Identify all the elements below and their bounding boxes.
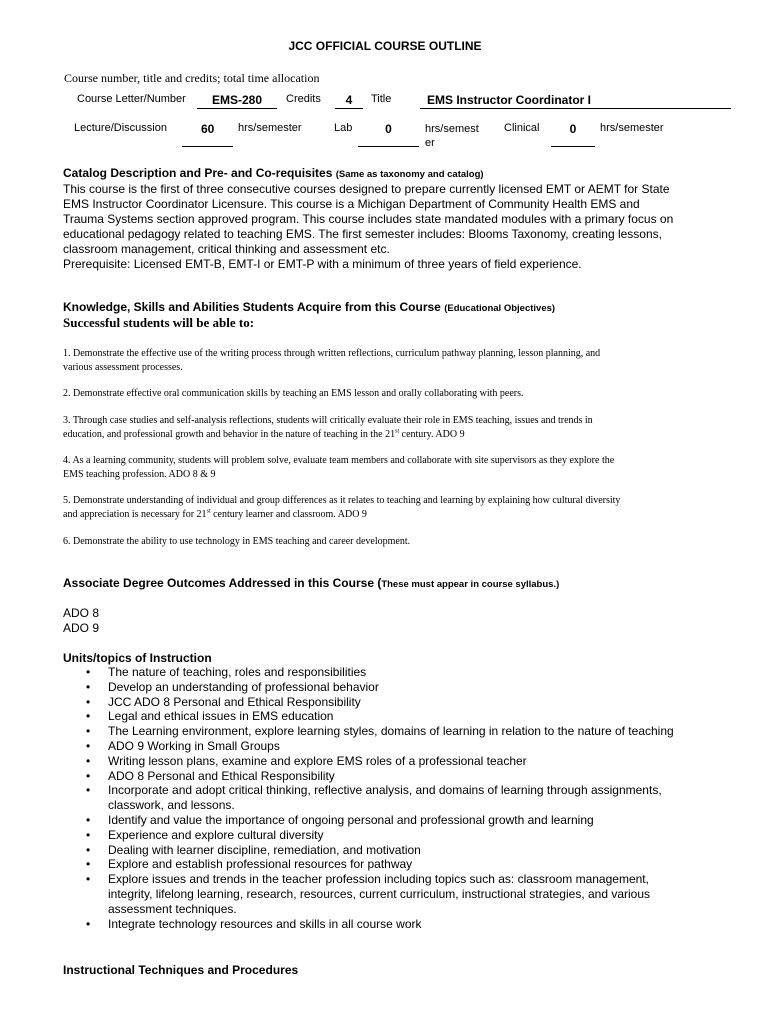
- objective-line: [63, 508, 693, 522]
- objective-1: [63, 347, 693, 374]
- document-title: JCC OFFICIAL COURSE OUTLINE: [288, 39, 482, 53]
- objective-4: [63, 454, 693, 481]
- lab-hours-value: 0: [358, 122, 419, 147]
- ado-item: ADO 8: [63, 606, 100, 620]
- bullet-icon: •: [86, 738, 91, 753]
- unit-text: Explore and establish professional resources for pathway: [108, 857, 413, 872]
- ksa-heading: [63, 300, 713, 316]
- objective-text: education, and professional growth and behavior in the nature of teaching in the 21: [63, 428, 396, 440]
- techniques-heading: Instructional Techniques and Procedures: [63, 963, 299, 977]
- objective-6: [63, 535, 693, 549]
- catalog-heading-note: (Same as taxonomy and catalog): [335, 169, 484, 180]
- ado-heading-note: These must appear in course syllabus.): [381, 579, 560, 590]
- ado-heading: [63, 576, 713, 592]
- list-item-continuation: [63, 902, 713, 917]
- objective-line: EMS teaching profession. ADO 8 & 9: [63, 468, 216, 480]
- bullet-icon: •: [86, 872, 91, 887]
- unit-text: Incorporate and adopt critical thinking, reflective analysis, and domains of learning through assignments,: [108, 783, 662, 798]
- objective-line: 5. Demonstrate understanding of individual and group differences as it relates to teaching and learning by explaining how cultural diversity: [63, 495, 621, 506]
- list-item: [63, 872, 713, 887]
- unit-text: assessment techniques.: [108, 901, 237, 916]
- lab-label: Lab: [334, 122, 353, 134]
- bullet-icon: •: [86, 812, 91, 827]
- unit-text: Dealing with learner discipline, remediation, and motivation: [108, 842, 421, 857]
- objective-line: 3. Through case studies and self-analysis reflections, students will critically evaluate their role in EMS teaching, issues and trends in: [63, 415, 593, 426]
- catalog-line: This course is the first of three consecutive courses designed to prepare currently licensed EMT or AEMT for State: [63, 182, 670, 196]
- bullet-icon: •: [86, 783, 91, 798]
- objective-line: [63, 428, 693, 442]
- bullet-icon: •: [86, 753, 91, 768]
- clinical-unit: hrs/semester: [600, 122, 664, 134]
- list-item: [63, 754, 713, 769]
- unit-text: ADO 9 Working in Small Groups: [108, 738, 280, 753]
- list-item: [63, 783, 713, 798]
- objective-text: and appreciation is necessary for 21: [63, 508, 207, 520]
- catalog-heading: [63, 166, 713, 182]
- unit-text: Integrate technology resources and skills in all course work: [108, 916, 422, 931]
- bullet-icon: •: [86, 694, 91, 709]
- ordinal-suffix: st: [206, 508, 211, 515]
- unit-text: classwork, and lessons.: [108, 798, 235, 813]
- unit-text: The nature of teaching, roles and responsibilities: [108, 665, 367, 679]
- list-item: [63, 857, 713, 872]
- lecture-unit: hrs/semester: [238, 122, 302, 134]
- unit-text: ADO 8 Personal and Ethical Responsibility: [108, 768, 335, 783]
- credits-label: Credits: [286, 93, 321, 105]
- course-letter-number-value: EMS-280: [197, 93, 277, 109]
- lecture-hours-value: [182, 122, 233, 147]
- list-item-continuation: [63, 887, 713, 902]
- course-title-text: EMS Instructor Coordinator I: [427, 93, 592, 107]
- unit-text: Experience and explore cultural diversity: [108, 827, 324, 842]
- list-item: [63, 917, 713, 932]
- catalog-line: EMS Instructor Coordinator Licensure. This course is a Michigan Department of Community Health EMS and: [63, 197, 640, 211]
- ksa-heading-note: (Educational Objectives): [444, 303, 556, 314]
- objective-5: [63, 494, 693, 521]
- objective-line: various assessment processes.: [63, 361, 183, 373]
- course-title-value: [420, 93, 731, 109]
- ksa-subheading: Successful students will be able to:: [63, 315, 255, 330]
- objective-line: 2. Demonstrate effective oral communication skills by teaching an EMS lesson and orally collaborating with peers.: [63, 388, 524, 399]
- intro-line: Course number, title and credits; total time allocation: [64, 71, 320, 85]
- list-item-continuation: [63, 798, 713, 813]
- objective-line: 1. Demonstrate the effective use of the writing process through written reflections, curriculum pathway planning, lesson planning, and: [63, 348, 601, 359]
- catalog-line: Prerequisite: Licensed EMT-B, EMT-I or EMT-P with a minimum of three years of field experience.: [63, 257, 582, 271]
- clinical-label: Clinical: [504, 122, 540, 134]
- list-item: [63, 724, 713, 739]
- bullet-icon: •: [86, 679, 91, 694]
- lecture-label: Lecture/Discussion: [74, 122, 167, 134]
- catalog-heading-text: Catalog Description and Pre- and Co-requisites: [63, 166, 333, 180]
- unit-text: Legal and ethical issues in EMS education: [108, 709, 334, 724]
- unit-text: Writing lesson plans, examine and explore EMS roles of a professional teacher: [108, 753, 527, 768]
- units-heading: Units/topics of Instruction: [63, 651, 212, 665]
- bullet-icon: •: [86, 857, 91, 872]
- catalog-line: Trauma Systems section approved program. This course includes state mandated modules with a primary focus on: [63, 212, 674, 226]
- units-list: [63, 665, 713, 931]
- objective-3: [63, 414, 693, 441]
- lab-unit: [425, 122, 479, 150]
- bullet-icon: •: [86, 724, 91, 739]
- list-item: [63, 813, 713, 828]
- list-item: [63, 709, 713, 724]
- lab-unit-line2: er: [425, 137, 435, 149]
- bullet-icon: •: [86, 768, 91, 783]
- list-item: [63, 680, 713, 695]
- bullet-icon: •: [86, 709, 91, 724]
- unit-text: Explore issues and trends in the teacher profession including topics such as: classroom management,: [108, 872, 649, 887]
- ado-item: ADO 9: [63, 621, 100, 635]
- catalog-line: classroom management, critical thinking and assessment etc.: [63, 242, 390, 256]
- objective-text: century learner and classroom. ADO 9: [210, 508, 367, 520]
- title-label: Title: [371, 93, 392, 105]
- bullet-icon: •: [86, 916, 91, 931]
- catalog-line: educational pedagogy related to teaching EMS. The first semester includes: Blooms Taxonomy, creating lessons,: [63, 227, 662, 241]
- list-item: [63, 769, 713, 784]
- unit-text: JCC ADO 8 Personal and Ethical Responsibility: [108, 694, 361, 709]
- list-item: [63, 665, 713, 680]
- bullet-icon: •: [86, 665, 91, 679]
- unit-text: The Learning environment, explore learning styles, domains of learning in relation to the nature of teaching: [108, 724, 674, 739]
- list-item: [63, 695, 713, 710]
- ksa-heading-text: Knowledge, Skills and Abilities Students Acquire from this Course: [63, 300, 441, 314]
- catalog-section: [63, 166, 713, 272]
- objective-line: 4. As a learning community, students will problem solve, evaluate team members and collaborate with site supervisors as they explore the: [63, 455, 615, 466]
- list-item: [63, 843, 713, 858]
- objective-line: 6. Demonstrate the ability to use technology in EMS teaching and career development.: [63, 536, 411, 547]
- objective-text: century. ADO 9: [399, 428, 465, 440]
- lecture-hours-text: 60: [201, 122, 215, 136]
- unit-text: Develop an understanding of professional behavior: [108, 679, 379, 694]
- list-item: [63, 739, 713, 754]
- unit-text: Identify and value the importance of ongoing personal and professional growth and learning: [108, 812, 594, 827]
- bullet-icon: •: [86, 827, 91, 842]
- objective-2: [63, 387, 693, 401]
- unit-text: integrity, lifelong learning, research, resources, current curriculum, instructional strategies, and various: [108, 886, 651, 901]
- ado-list: [63, 606, 713, 636]
- clinical-hours-value: 0: [551, 122, 595, 147]
- ordinal-suffix: st: [395, 428, 400, 435]
- lab-unit-line1: hrs/semest: [425, 123, 479, 135]
- bullet-icon: •: [86, 842, 91, 857]
- ado-heading-text: Associate Degree Outcomes Addressed in this Course (: [63, 576, 382, 590]
- list-item: [63, 828, 713, 843]
- credits-value: 4: [335, 93, 363, 109]
- course-letter-number-label: Course Letter/Number: [77, 93, 186, 105]
